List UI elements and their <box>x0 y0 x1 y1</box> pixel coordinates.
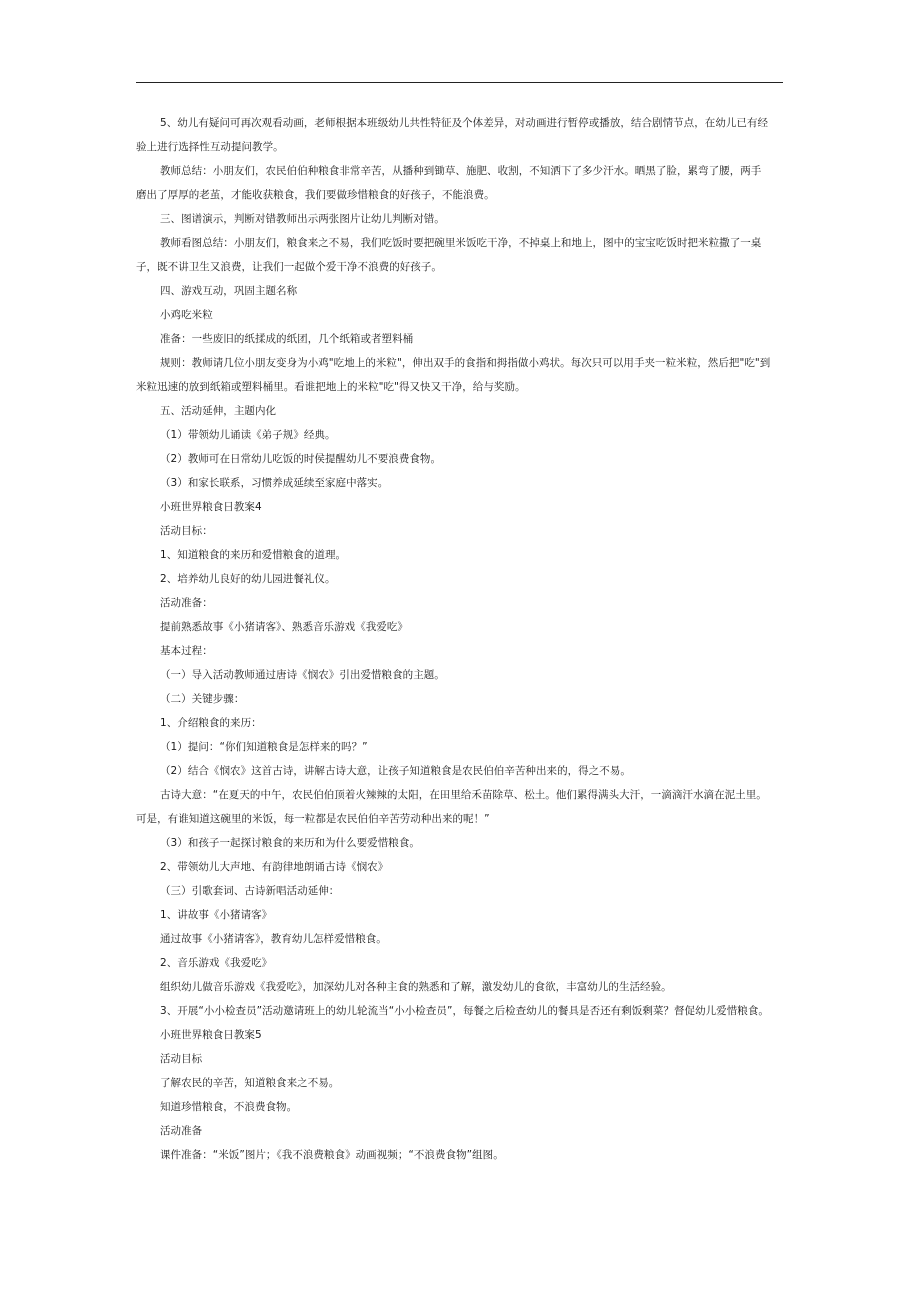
paragraph-prep-detail: 提前熟悉故事《小猪请客》、熟悉音乐游戏《我爱吃》 <box>160 621 408 633</box>
paragraph-poem-meaning-line1: 古诗大意：“在夏天的中午，农民伯伯顶着火辣辣的太阳，在田里给禾苗除草、松土。他们累得满头大汗，一滴滴汗水滴在泥土里。 <box>160 789 767 801</box>
paragraph-goals-label: 活动目标： <box>160 525 213 537</box>
paragraph-game-rules-line2: 米粒迅速的放到纸箱或塑料桶里。看谁把地上的米粒"吃"得又快又干净，给与奖励。 <box>136 381 526 393</box>
paragraph-story-detail: 通过故事《小猪请客》，教育幼儿怎样爱惜粮食。 <box>160 933 387 945</box>
paragraph-section3: 三、图谱演示，判断对错教师出示两张图片让幼儿判断对错。 <box>160 213 445 225</box>
paragraph-ext-3: （3）和家长联系，习惯养成延续至家庭中落实。 <box>160 477 389 489</box>
document-body <box>136 111 786 1167</box>
paragraph-section5: 五、活动延伸，主题内化 <box>160 405 277 417</box>
paragraph-process-label: 基本过程： <box>160 645 213 657</box>
paragraph-ext-2: （2）教师可在日常幼儿吃饭的时侯提醒幼儿不要浪费食物。 <box>160 453 442 465</box>
paragraph-game-rules-line1: 规则：教师请几位小朋友变身为小鸡"吃地上的米粒"，伸出双手的食指和拇指做小鸡状。每次只可以用手夹一粒米粒，然后把"吃"到 <box>160 357 771 369</box>
paragraph-goal5-1: 了解农民的辛苦，知道粮食来之不易。 <box>160 1077 340 1089</box>
paragraph-goal5-2: 知道珍惜粮食，不浪费食物。 <box>160 1101 298 1113</box>
paragraph-prep5-label: 活动准备 <box>160 1125 203 1137</box>
paragraph-prep-label: 活动准备： <box>160 597 213 609</box>
paragraph-step-intro: （一）导入活动教师通过唐诗《悯农》引出爱惜粮食的主题。 <box>160 669 445 681</box>
paragraph-origin: 1、介绍粮食的来历： <box>160 717 262 729</box>
paragraph-picture-summary-line2: 子，既不讲卫生又浪费，让我们一起做个爱干净不浪费的好孩子。 <box>136 261 442 273</box>
paragraph-recite: 2、带领幼儿大声地、有韵律地朗诵古诗《悯农》 <box>160 861 389 873</box>
heading-lesson-5: 小班世界粮食日教案5 <box>160 1029 262 1041</box>
paragraph-goals5-label: 活动目标 <box>160 1053 203 1065</box>
paragraph-game-prep: 准备：一些废旧的纸揉成的纸团，几个纸箱或者塑料桶 <box>160 333 414 345</box>
paragraph-prep5-detail: 课件准备：“米饭”图片；《我不浪费粮食》动画视频；“不浪费食物”组图。 <box>160 1149 504 1161</box>
paragraph-picture-summary-line1: 教师看图总结：小朋友们，粮食来之不易，我们吃饭时要把碗里米饭吃干净，不掉桌上和地上，图中的宝宝吃饭时把米粒撒了一桌 <box>160 237 762 249</box>
paragraph-discuss: （3）和孩子一起探讨粮食的来历和为什么要爱惜粮食。 <box>160 837 420 849</box>
paragraph-music-detail: 组织幼儿做音乐游戏《我爱吃》，加深幼儿对各种主食的熟悉和了解，激发幼儿的食欲，丰富幼儿的生活经验。 <box>160 981 672 993</box>
paragraph-goal-1: 1、知道粮食的来历和爱惜粮食的道理。 <box>160 549 347 561</box>
header-rule <box>136 82 783 83</box>
paragraph-game-title: 小鸡吃米粒 <box>160 309 213 321</box>
paragraph-story: 1、讲故事《小猪请客》 <box>160 909 273 921</box>
paragraph-music-game: 2、音乐游戏《我爱吃》 <box>160 957 273 969</box>
paragraph-step5-line1: 5、幼儿有疑问可再次观看动画，老师根据本班级幼儿共性特征及个体差异，对动画进行暂停或播放，结合剧情节点，在幼儿已有经 <box>160 117 769 129</box>
paragraph-extension-label: （三）引歌套词、古诗新唱活动延伸： <box>160 885 340 897</box>
paragraph-goal-2: 2、培养幼儿良好的幼儿园进餐礼仪。 <box>160 573 336 585</box>
paragraph-section4: 四、游戏互动，巩固主题名称 <box>160 285 298 297</box>
paragraph-teacher-summary-line2: 磨出了厚厚的老茧，才能收获粮食，我们要做珍惜粮食的好孩子，不能浪费。 <box>136 189 495 201</box>
paragraph-question: （1）提问：“你们知道粮食是怎样来的吗？” <box>160 741 368 753</box>
heading-lesson-4: 小班世界粮食日教案4 <box>160 501 262 513</box>
paragraph-step5-line2: 验上进行选择性互动提问教学。 <box>136 141 284 153</box>
paragraph-key-steps: （二）关键步骤： <box>160 693 245 705</box>
paragraph-ext-1: （1）带领幼儿诵读《弟子规》经典。 <box>160 429 336 441</box>
paragraph-inspector: 3、开展“小小检查员”活动邀请班上的幼儿轮流当“小小检查员”，每餐之后检查幼儿的餐具是否还有剩饭剩菜？督促幼儿爱惜粮食。 <box>160 1005 769 1017</box>
paragraph-poem-explain: （2）结合《悯农》这首古诗，讲解古诗大意，让孩子知道粮食是农民伯伯辛苦种出来的，得之不易。 <box>160 765 631 777</box>
paragraph-poem-meaning-line2: 可是，有谁知道这碗里的米饭，每一粒都是农民伯伯辛苦劳动种出来的呢！” <box>136 813 490 825</box>
paragraph-teacher-summary-line1: 教师总结：小朋友们，农民伯伯种粮食非常辛苦，从播种到锄草、施肥、收割，不知洒下了多少汗水。晒黑了脸，累弯了腰，两手 <box>160 165 762 177</box>
